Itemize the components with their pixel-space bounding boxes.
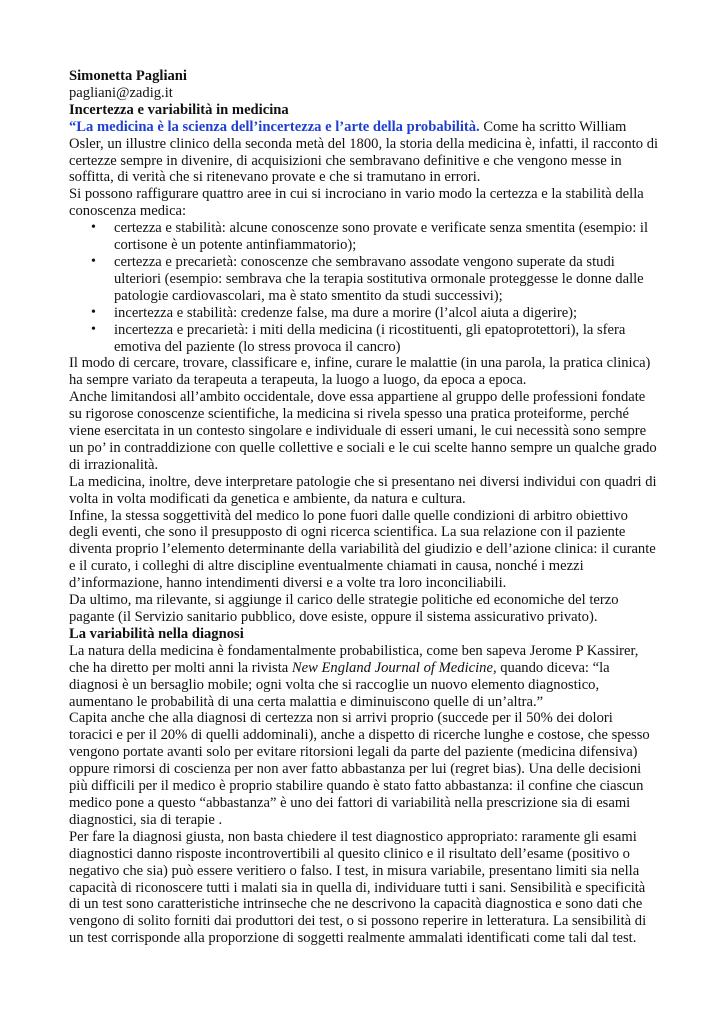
- list-item: [91, 253, 659, 305]
- intro-paragraph: [69, 119, 659, 187]
- body-paragraph: Per fare la diagnosi giusta, non basta chiedere il test diagnostico appropriato: raramente gli esami diagnostici danno risposte incontrovertibili al quesito clinico e il risultato dell’esame (positivo o negativo che sia) può essere veritiero o falso. I test, in misura variabile, presentano limiti sia nella capacità di riconoscere tutti i malati sia in quella di, individuare tutti i sani. Sensibilità e specificità di un test sono caratteristiche intrinseche che ne descrivono la capacità diagnostica e sono dati che vengono di solito forniti dai produttori dei test, o si possono reperire in letteratura. La sensibilità di un test corrisponde alla proporzione di soggetti realmente ammalati identificati come tali dal test.: [69, 828, 647, 947]
- list-item: [91, 220, 659, 254]
- body-paragraph: Da ultimo, ma rilevante, si aggiunge il carico delle strategie politiche ed economiche del terzo pagante (il Servizio sanitario pubblico, dove esiste, oppure il sistema assicurativo privato).: [69, 592, 619, 625]
- kassirer-paragraph: [69, 643, 659, 711]
- areas-list: [69, 220, 659, 355]
- bullet-icon: •: [91, 253, 96, 269]
- bullet-icon: •: [91, 321, 96, 337]
- body-paragraph: Anche limitandosi all’ambito occidentale, dove essa appartiene al gruppo delle professioni fondate su rigorose conoscenze scientifiche, la medicina si rivela spesso una pratica proteiforme, perché viene esercitata in un contesto singolare e individuale di esseri umani, le cui necessità sono sempre un po’ in contraddizione con quelle collettive e sociali e le cui scelte hanno sempre un qualche grado di irrazionalità.: [69, 389, 657, 473]
- body-paragraph: Capita anche che alla diagnosi di certezza non si arrivi proprio (succede per il 50% dei dolori toracici e per il 20% di quelli addominali), anche a dispetto di ricerche lunghe e costose, che spesso vengono portate avanti solo per evitare ritorsioni legali da parte del paziente (medicina difensiva) oppure rimorsi di coscienza per non aver fatto abbastanza per lui (regret bias). Una delle decisioni più difficili per il medico è proprio stabilire quando è stato fatto abbastanza: il confine che ciascun medico pone a questo “abbastanza” è uno dei fattori di variabilità nella prescrizione sia di esami diagnostici, sia di terapie .: [69, 710, 650, 828]
- list-item: [91, 321, 659, 356]
- kassirer-text-end: , quando diceva: “la diagnosi è un bersaglio mobile; ogni volta che si raccoglie un nuovo elemento diagnostico, aumentano le probabilità di una certa malattia e diminuiscono quelle di un’altra.”: [69, 659, 610, 710]
- body-paragraph: Infine, la stessa soggettività del medico lo pone fuori dalle quelle condizioni di arbitro obiettivo degli eventi, che sono il presupposto di ogni ricerca scientifica. La sua relazione con il paziente diventa proprio l’elemento determinante della variabilità del giudizio e dell’azione clinica: il curante e il curato, i colleghi di altre discipline eventualmente chiamati in causa, nonché i mezzi d’informazione, hanno intendimenti diversi e a volte tra loro inconciliabili.: [69, 507, 656, 592]
- list-item: [91, 304, 659, 322]
- journal-name: New England Journal of Medicine: [291, 659, 493, 676]
- intro-text: Come ha scritto William Osler, un illustre clinico della seconda metà del 1800, la storia della medicina è, infatti, il racconto di certezze sempre in divenire, di acquisizioni che sembravano definitive e che vengono messe in soffitta, di verità che si ritenevano provate e che si tramutano in errori.: [69, 118, 659, 186]
- bullet-icon: •: [91, 220, 96, 236]
- document-title: Incertezza e variabilità in medicina: [69, 101, 289, 118]
- body-paragraph: La medicina, inoltre, deve interpretare patologie che si presentano nei diversi individui con quadri di volta in volta modificati da genetica e ambiente, da natura e cultura.: [69, 473, 657, 507]
- section-heading: La variabilità nella diagnosi: [69, 625, 244, 642]
- list-item-text: incertezza e stabilità: credenze false, ma dure a morire (l’alcol aiuta a digerire);: [114, 304, 578, 321]
- body-paragraph: Il modo di cercare, trovare, classificare e, infine, curare le malattie (in una parola, la pratica clinica) ha sempre variato da terapeuta a terapeuta, la luogo a luogo, da epoca a epoca.: [69, 355, 651, 389]
- bullet-icon: •: [91, 304, 96, 320]
- list-item-text: certezza e precarietà: conoscenze che sembravano assodate vengono superate da studi ulteriori (esempio: sembrava che la terapia sostitutiva ormonale proteggesse le donne dalle patologie cardiovascolari, ma è stato smentito da studi successivi);: [114, 253, 644, 304]
- author-name: Simonetta Pagliani: [69, 68, 187, 84]
- author-email: pagliani@zadig.it: [69, 84, 173, 101]
- list-item-text: certezza e stabilità: alcune conoscenze sono provate e verificate senza smentita (esempio: il cortisone è un potente antinfiammatorio);: [114, 220, 649, 254]
- areas-paragraph: Si possono raffigurare quattro aree in cui si incrociano in vario modo la certezza e la stabilità della conoscenza medica:: [69, 186, 644, 220]
- document-page: [69, 68, 659, 947]
- osler-quote: “La medicina è la scienza dell’incertezza e l’arte della probabilità.: [69, 118, 480, 135]
- list-item-text: incertezza e precarietà: i miti della medicina (i ricostituenti, gli epatoprotettori), la sfera emotiva del paziente (lo stress provoca il cancro): [114, 321, 626, 355]
- kassirer-text-start: La natura della medicina è fondamentalmente probabilistica, come ben sapeva Jerome P Kassirer, che ha diretto per molti anni la rivista: [69, 642, 639, 676]
